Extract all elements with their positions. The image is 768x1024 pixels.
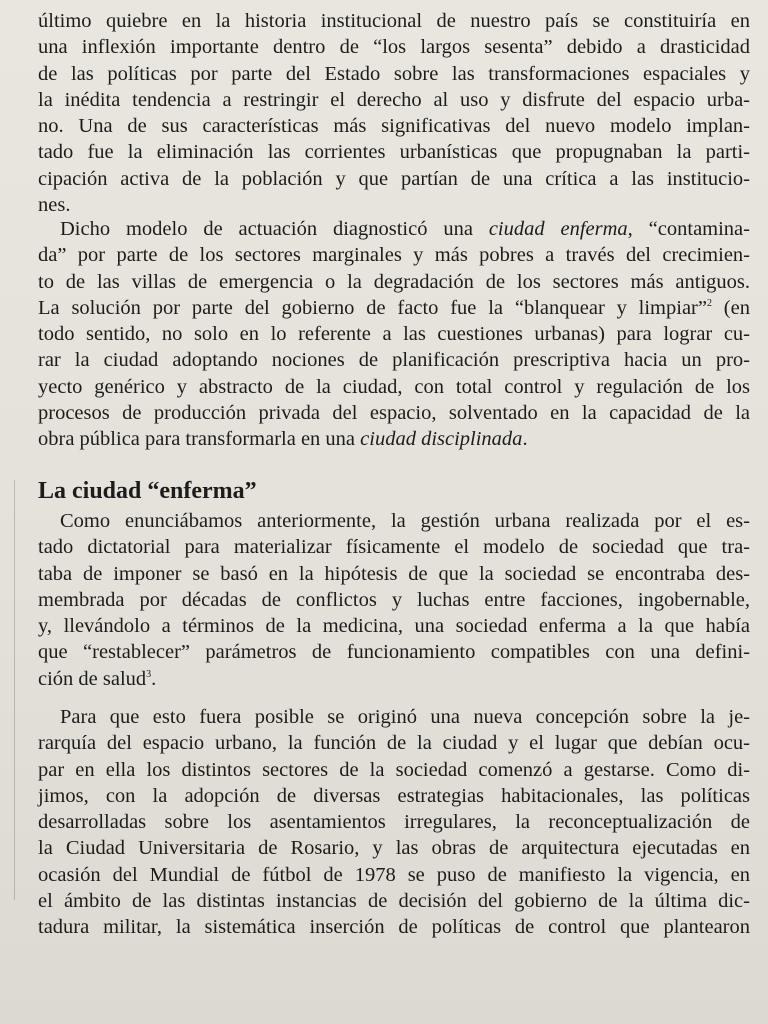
text-line <box>38 666 750 692</box>
text-line: y, llevándolo a términos de la medicina, una sociedad enferma a la que había <box>38 615 750 638</box>
text-line: tado dictatorial para materializar físicamente el modelo de sociedad que tra- <box>38 536 750 559</box>
paragraph-4 <box>38 704 750 941</box>
text-line: tado fue la eliminación las corrientes urbanísticas que propugnaban la parti- <box>38 141 750 164</box>
text-run: ción de salud <box>38 667 147 690</box>
text-line: ocasión del Mundial de fútbol de 1978 se puso de manifiesto la vigencia, en <box>38 863 750 886</box>
footnote-ref: 3 <box>146 668 152 680</box>
text-run: , “contamina- <box>627 218 750 240</box>
text-line: procesos de producción privada del espacio, solventado en la capacidad de la <box>38 402 750 425</box>
paragraph-1 <box>38 8 750 218</box>
text-line <box>38 216 750 242</box>
footnote-ref: 2 <box>706 298 712 310</box>
text-line: cipación activa de la población y que partían de una crítica a las institucio- <box>38 167 750 190</box>
italic-term: ciudad enferma <box>488 218 628 240</box>
text-line: último quiebre en la historia institucional de nuestro país se constituiría en <box>38 10 750 32</box>
text-line: la Ciudad Universitaria de Rosario, y las obras de arquitectura ejecutadas en <box>38 837 750 860</box>
text-line: tadura militar, la sistemática inserción de políticas de control que plantearon <box>38 916 750 939</box>
text-run: . <box>151 667 157 690</box>
text-line: todo sentido, no solo en lo referente a las cuestiones urbanas) para lograr cu- <box>38 323 750 346</box>
text-line: rar la ciudad adoptando nociones de planificación prescriptiva hacia un pro- <box>38 349 750 372</box>
text-line: Como enunciábamos anteriormente, la gestión urbana realizada por el es- <box>60 510 750 532</box>
text-line: el ámbito de las distintas instancias de decisión del gobierno de la última dic- <box>38 890 750 913</box>
text-run: (en <box>711 296 750 319</box>
text-line: taba de imponer se basó en la hipótesis de que la sociedad se encontraba des- <box>38 562 750 585</box>
text-line: membrada por décadas de conflictos y luchas entre facciones, ingobernable, <box>38 588 750 611</box>
text-line: to de las villas de emergencia o la degradación de los sectores más antiguos. <box>38 270 750 293</box>
text-line: yecto genérico y abstracto de la ciudad, con total control y regulación de los <box>38 375 750 398</box>
text-line: desarrolladas sobre los asentamientos irregulares, la reconceptualización de <box>38 811 750 834</box>
text-line: Para que esto fuera posible se originó una nueva concepción sobre la je- <box>60 706 750 728</box>
section-heading: La ciudad “enferma” <box>38 478 257 504</box>
text-line <box>38 295 750 321</box>
text-line: rarquía del espacio urbano, la función de la ciudad y el lugar que debían ocu- <box>38 732 750 755</box>
paragraph-2 <box>38 216 750 453</box>
text-line: jimos, con la adopción de diversas estrategias habitacionales, las políticas <box>38 784 750 807</box>
text-line: da” por parte de los sectores marginales y más pobres a través del crecimien- <box>38 244 750 267</box>
text-line: la inédita tendencia a restringir el derecho al uso y disfrute del espacio urba- <box>38 88 750 111</box>
text-run: Dicho modelo de actuación diagnosticó una <box>60 218 489 240</box>
text-run: La solución por parte del gobierno de facto fue la “blanquear y limpiar” <box>38 296 707 319</box>
text-line: par en ella los distintos sectores de la sociedad comenzó a gestarse. Como di- <box>38 758 750 781</box>
text-line <box>38 426 750 452</box>
text-line: no. Una de sus características más significativas del nuevo modelo implan- <box>38 115 750 138</box>
text-run: . <box>522 428 528 451</box>
text-line: que “restablecer” parámetros de funcionamiento compatibles con una defini- <box>38 641 750 664</box>
text-line: nes. <box>38 194 71 217</box>
text-line: de las políticas por parte del Estado sobre las transformaciones espaciales y <box>38 62 750 85</box>
text-line: una inflexión importante dentro de “los largos sesenta” debido a drasticidad <box>38 36 750 59</box>
paragraph-3 <box>38 508 750 692</box>
text-run: obra pública para transformarla en una <box>38 428 361 451</box>
italic-term: ciudad disciplinada <box>360 428 523 451</box>
